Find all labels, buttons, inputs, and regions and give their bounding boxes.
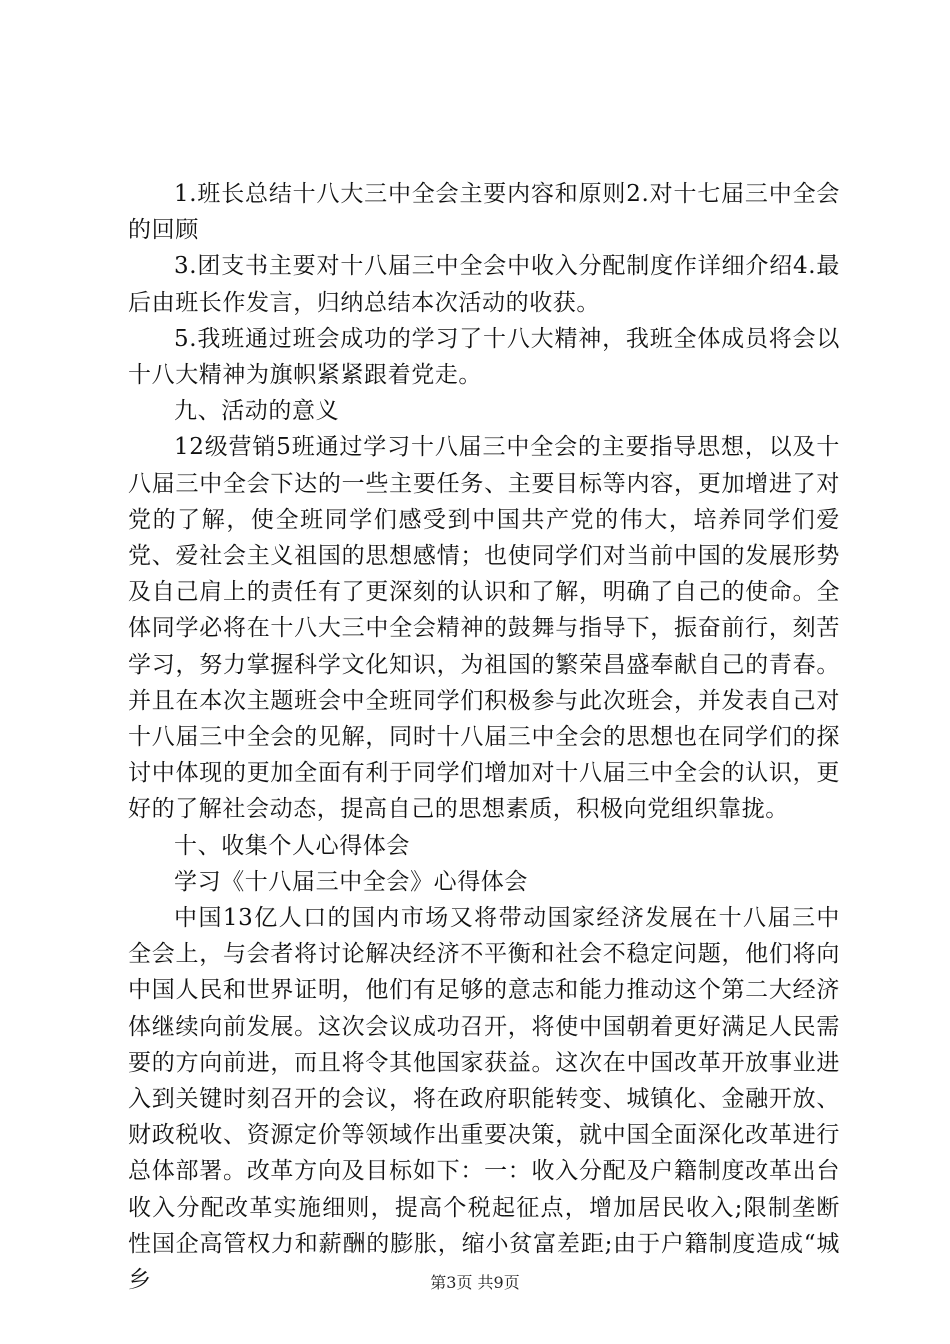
page-footer: 第3页 共9页 — [430, 1273, 520, 1292]
document-body — [128, 176, 840, 1298]
paragraph: 中国13亿人口的国内市场又将带动国家经济发展在十八届三中全会上，与会者将讨论解决经济不平衡和社会不稳定问题，他们将向中国人民和世界证明，他们有足够的意志和能力推动这个第二大经济体继续向前发展。这次会议成功召开，将使中国朝着更好满足人民需要的方向前进，而且将令其他国家获益。这次在中国改革开放事业进入到关键时刻召开的会议，将在政府职能转变、城镇化、金融开放、财政税收、资源定价等领域作出重要决策，就中国全面深化改革进行总体部署。改革方向及目标如下：一：收入分配及户籍制度改革出台收入分配改革实施细则，提高个税起征点，增加居民收入;限制垄断性国企高管权力和薪酬的膨胀，缩小贫富差距;由于户籍制度造成“城乡 — [128, 905, 840, 1294]
paragraph: 1.班长总结十八大三中全会主要内容和原则2.对十七届三中全会的回顾 — [128, 181, 840, 244]
section-heading: 十、收集个人心得体会 — [174, 832, 410, 859]
paragraph: 5.我班通过班会成功的学习了十八大精神，我班全体成员将会以十八大精神为旗帜紧紧跟着党走。 — [128, 325, 840, 389]
paragraph: 12级营销5班通过学习十八届三中全会的主要指导思想，以及十八届三中全会下达的一些主要任务、主要目标等内容，更加增进了对党的了解，使全班同学们感受到中国共产党的伟大，培养同学们爱党、爱社会主义祖国的思想感情；也使同学们对当前中国的发展形势及自己肩上的责任有了更深刻的认识和了解，明确了自己的使命。全体同学必将在十八大三中全会精神的鼓舞与指导下，振奋前行，刻苦学习，努力掌握科学文化知识，为祖国的繁荣昌盛奉献自己的青春。并且在本次主题班会中全班同学们积极参与此次班会，并发表自己对十八届三中全会的见解，同时十八届三中全会的思想也在同学们的探讨中体现的更加全面有利于同学们增加对十八届三中全会的认识，更好的了解社会动态，提高自己的思想素质，积极向党组织靠拢。 — [128, 434, 840, 823]
article-title: 学习《十八届三中全会》心得体会 — [174, 868, 528, 895]
section-heading: 九、活动的意义 — [174, 398, 340, 425]
paragraph: 3.团支书主要对十八届三中全会中收入分配制度作详细介绍4.最后由班长作发言，归纳总结本次活动的收获。 — [128, 253, 840, 316]
